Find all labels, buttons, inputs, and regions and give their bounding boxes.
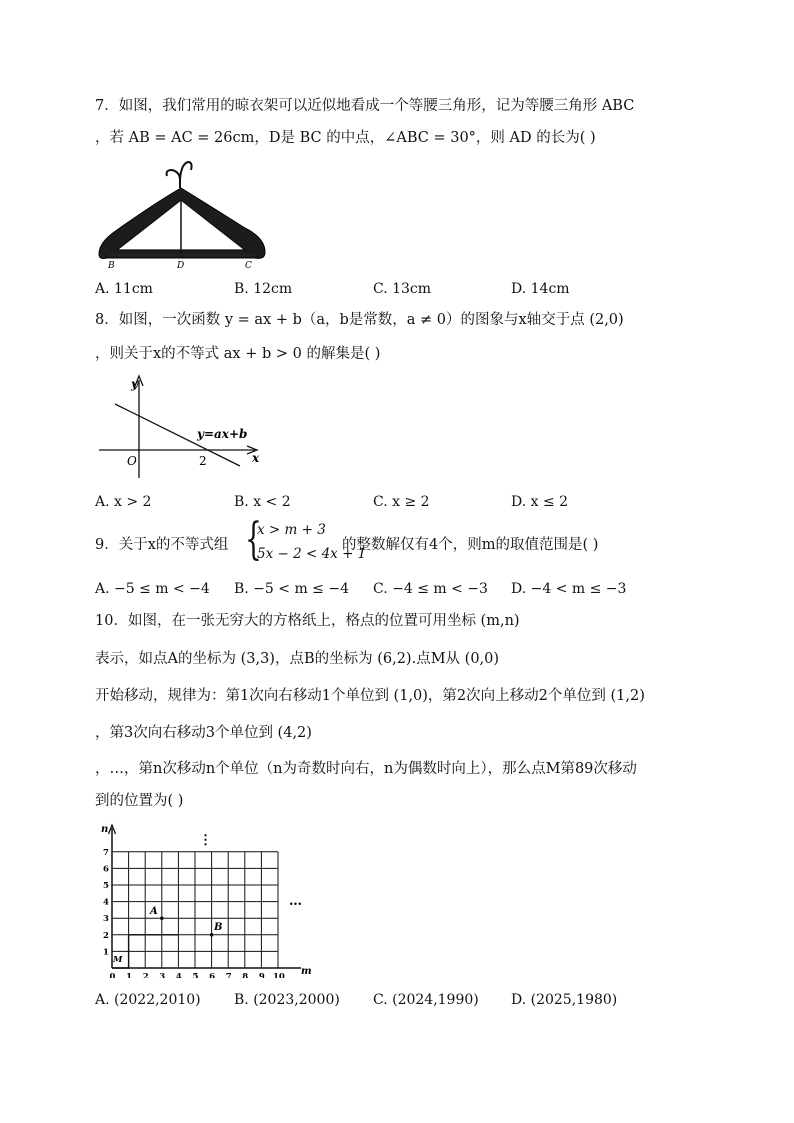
- q7-stem-line1: 7．如图，我们常用的晾衣架可以近似地看成一个等腰三角形，记为等腰三角形 ABC: [95, 98, 635, 114]
- function-label: y=ax+b: [197, 427, 248, 441]
- y-tick-label: 7: [103, 847, 109, 858]
- q10-stem-line4: ，第3次向右移动3个单位到 (4,2): [95, 725, 312, 741]
- x-tick-label: 10: [273, 972, 285, 978]
- q10-option-a[interactable]: A. (2022,2010): [95, 992, 201, 1008]
- q8-option-a[interactable]: A. x > 2: [95, 494, 152, 510]
- axis-x-label: x: [252, 451, 260, 465]
- x-tick-label: 6: [209, 972, 216, 978]
- brace-icon: {: [245, 514, 262, 565]
- q9-option-b[interactable]: B. −5 < m ≤ −4: [234, 581, 350, 597]
- q10-stem-line1: 10．如图，在一张无穷大的方格纸上，格点的位置可用坐标 (m,n): [95, 613, 520, 629]
- system-row-1: x > m + 3: [257, 522, 326, 538]
- q10-option-c[interactable]: C. (2024,1990): [373, 992, 479, 1008]
- hanger-figure: [95, 158, 275, 270]
- q8-stem-line2: ，则关于x的不等式 ax + b > 0 的解集是( ): [95, 346, 381, 362]
- point-b: [210, 933, 214, 937]
- q7-stem-line2: ，若 AB = AC = 26cm，D是 BC 的中点，∠ABC = 30°，则 AD 的长为( ): [95, 130, 596, 146]
- label-c: C: [245, 261, 252, 270]
- point-a: [160, 916, 164, 920]
- x-tick-label: 7: [225, 972, 232, 978]
- q10-stem-line3: 开始移动，规律为：第1次向右移动1个单位到 (1,0)，第2次向上移动2个单位到 (1,2): [95, 688, 645, 704]
- q8-option-d[interactable]: D. x ≤ 2: [511, 494, 569, 510]
- point-b-label: B: [214, 922, 223, 933]
- label-d: D: [177, 261, 185, 270]
- linear-function-graph: [95, 372, 270, 482]
- q9-stem-suffix: 的整数解仅有4个，则m的取值范围是( ): [342, 537, 599, 553]
- axis-y-label: y: [131, 377, 138, 391]
- y-tick-label: 3: [103, 914, 109, 925]
- q9-option-a[interactable]: A. −5 ≤ m < −4: [95, 581, 210, 597]
- x-tick-label: 3: [159, 972, 166, 978]
- q10-stem-line5: ，…，第n次移动n个单位（n为奇数时向右，n为偶数时向上），那么点M第89次移动: [95, 761, 637, 777]
- q10-stem-line2: 表示，如点A的坐标为 (3,3)，点B的坐标为 (6,2).点M从 (0,0): [95, 651, 500, 667]
- x-tick-label: 8: [242, 972, 249, 978]
- y-tick-label: 5: [103, 881, 109, 891]
- grid-figure: [95, 822, 320, 978]
- y-tick-label: 2: [103, 930, 109, 941]
- x-tick-label: 4: [175, 972, 182, 978]
- point-a-label: A: [150, 906, 158, 917]
- q7-option-b[interactable]: B. 12cm: [234, 281, 293, 297]
- x-tick-label: 2: [142, 972, 149, 978]
- x-tick-label: 5: [192, 972, 199, 978]
- hook-icon: [180, 162, 192, 180]
- axis-m-label: m: [301, 966, 312, 977]
- q9-stem-prefix: 9．关于x的不等式组: [95, 537, 229, 553]
- q7-option-d[interactable]: D. 14cm: [511, 281, 570, 297]
- axis-n-label: n: [101, 824, 109, 835]
- origin-label: O: [127, 454, 137, 468]
- intercept-label: 2: [199, 454, 207, 468]
- q10-stem-line6: 到的位置为( ): [95, 793, 184, 809]
- y-tick-label: 4: [103, 897, 109, 908]
- label-b: B: [108, 261, 115, 270]
- q10-option-d[interactable]: D. (2025,1980): [511, 992, 618, 1008]
- x-tick-label: 9: [258, 972, 265, 978]
- q8-option-b[interactable]: B. x < 2: [234, 494, 291, 510]
- horizontal-ellipsis-icon: …: [289, 894, 302, 909]
- x-tick-label: 0: [109, 972, 116, 978]
- q10-option-b[interactable]: B. (2023,2000): [234, 992, 340, 1008]
- y-tick-label: 6: [103, 864, 109, 875]
- vertical-ellipsis-icon: ⋮: [199, 833, 212, 848]
- q7-option-c[interactable]: C. 13cm: [373, 281, 432, 297]
- x-tick-label: 1: [126, 972, 133, 978]
- y-tick-label: 1: [103, 947, 109, 958]
- q8-option-c[interactable]: C. x ≥ 2: [373, 494, 430, 510]
- system-row-2: 5x − 2 < 4x + 1: [257, 546, 367, 562]
- q9-option-c[interactable]: C. −4 ≤ m < −3: [373, 581, 488, 597]
- q8-stem-line1: 8．如图，一次函数 y = ax + b（a，b是常数，a ≠ 0）的图象与x轴交于点 (2,0): [95, 312, 624, 328]
- q9-option-d[interactable]: D. −4 < m ≤ −3: [511, 581, 627, 597]
- point-m-label: M: [113, 955, 123, 965]
- inequality-system: [245, 514, 367, 568]
- q7-option-a[interactable]: A. 11cm: [95, 281, 153, 297]
